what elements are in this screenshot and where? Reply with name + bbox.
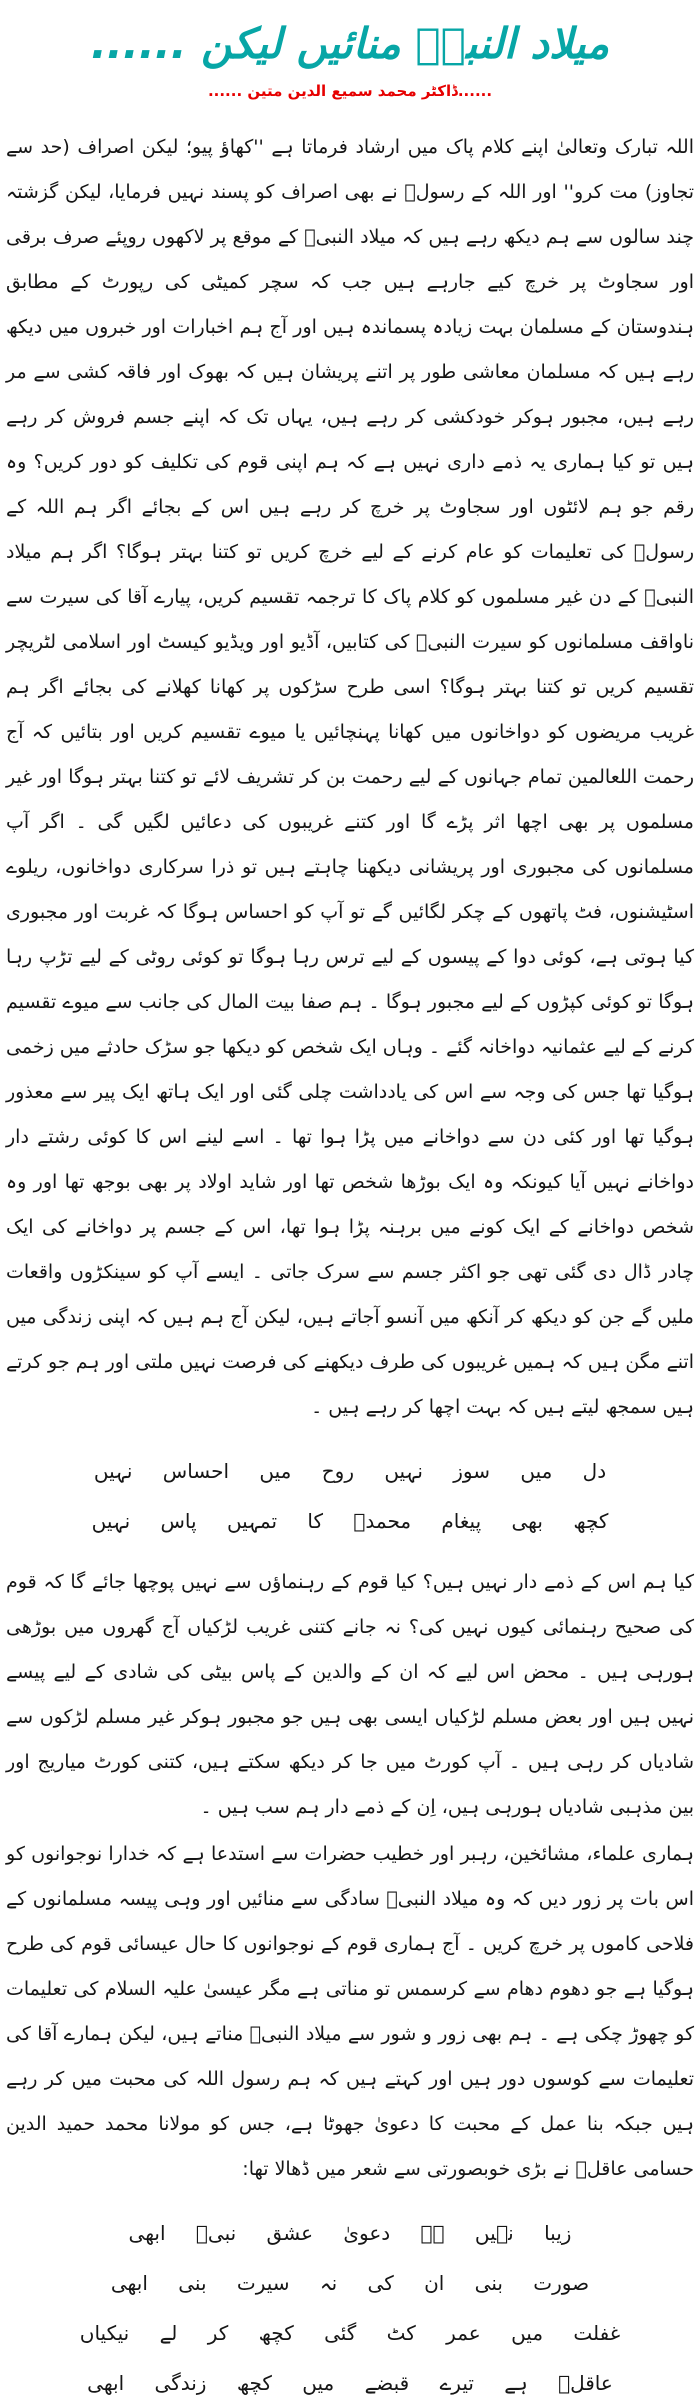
couplet-line-2: کچھ بھی پیغام محمدؐ کا تمہیں پاس نہیں: [91, 1509, 609, 1534]
couplet-line-1: دل میں سوز نہیں روح میں احساس نہیں: [93, 1459, 607, 1484]
poem-line-2: صورت بنی ان کی نہ سیرت بنی ابھی: [110, 2271, 590, 2296]
author-byline: ......ڈاکٹر محمد سمیع الدین متین ......: [207, 82, 493, 101]
poem-line-1: زیبا نہیں ہے دعویٰ عشق نبیؐ ابھی: [128, 2221, 572, 2246]
paragraph-intro: اللہ تبارک وتعالیٰ اپنے کلام پاک میں ارشاد فرماتا ہے ''کھاؤ پیو؛ لیکن اصراف (حد سے تجاوز) مت کرو'' اور اللہ کے رسولؐ نے بھی اصراف کو پسند نہیں فرمایا، لیکن گزشتہ چند سالوں سے ہم دیکھ رہے ہیں کہ میلاد النبیؐ کے موقع پر لاکھوں روپئے صرف برقی اور سجاوٹ پر خرچ کیے جارہے ہیں جب کہ سچر کمیٹی کی رپورٹ کے مطابق ہندوستان کے مسلمان بہت زیادہ پسماندہ ہیں اور آج ہم اخبارات اور خبروں میں دیکھ رہے ہیں کہ مسلمان معاشی طور پر اتنے پریشان ہیں کہ بھوک اور فاقہ کشی سے مر رہے ہیں، مجبور ہوکر خودکشی کر رہے ہیں، یہاں تک کہ اپنے جسم فروش کر رہے ہیں تو کیا ہماری یہ ذمے داری نہیں ہے کہ ہم اپنی قوم کی تکلیف کو دور کریں؟ وہ رقم جو ہم لائٹوں اور سجاوٹ پر خرچ کر رہے ہیں اس کے بجائے اگر ہم اللہ کے رسولؐ کی تعلیمات کو عام کرنے کے لیے خرچ کریں تو کتنا بہتر ہوگا؟ اگر ہم میلاد النبیؐ کے دن غیر مسلموں کو کلام پاک کا ترجمہ تقسیم کریں، پیارے آقا کی سیرت سے ناواقف مسلمانوں کو سیرت النبیؐ کی کتابیں، آڈیو اور ویڈیو کیسٹ اور اسلامی لٹریچر تقسیم کریں تو کتنا بہتر ہوگا؟ اسی طرح سڑکوں پر کھانا کھلانے کی بجائے اگر ہم غریب مریضوں کو دواخانوں میں کھانا پہنچائیں یا میوے تقسیم کریں اور بتائیں کہ آج رحمت اللعالمین تمام جہانوں کے لیے رحمت بن کر تشریف لائے تو کتنا بہتر ہوگا اور غیر مسلموں پر بھی اچھا اثر پڑے گا اور کتنے غریبوں کی دعائیں لگیں گی ۔ اگر آپ مسلمانوں کی مجبوری اور پریشانی دیکھنا چاہتے ہیں تو ذرا سرکاری دواخانوں، ریلوے اسٹیشنوں، فٹ پاتھوں کے چکر لگائیں گے تو آپ کو احساس ہوگا کہ غربت اور مجبوری کیا ہوتی ہے، کوئی دوا کے پیسوں کے لیے ترس رہا ہوگا تو کوئی روٹی کے لیے تڑپ رہا ہوگا تو کوئی کپڑوں کے لیے مجبور ہوگا ۔ ہم صفا بیت المال کی جانب سے میوے تقسیم کرنے کے لیے عثمانیہ دواخانہ گئے ۔ وہاں ایک شخص کو دیکھا جو سڑک حادثے میں زخمی ہوگیا تھا جس کی وجہ سے اس کی یادداشت چلی گئی اور ایک ہاتھ ایک پیر سے معذور ہوگیا تھا اور کئی دن سے دواخانے میں پڑا ہوا تھا ۔ اسے لینے اس کا کوئی رشتے دار دواخانے نہیں آیا کیونکہ وہ ایک بوڑھا شخص تھا اور شاید اولاد پر بھی بوجھ تھا اور وہ شخص دواخانے کے ایک کونے میں برہنہ پڑا ہوا تھا، اس کے جسم پر دواخانے کی ایک چادر ڈال دی گئی تھی جو اکثر جسم سے سرک جاتی ۔ ایسے آپ کو سینکڑوں واقعات ملیں گے جن کو دیکھ کر آنکھ میں آنسو آجاتے ہیں، لیکن آج ہم ہیں کہ اپنی زندگی میں اتنے مگن ہیں کہ ہمیں غریبوں کی طرف دیکھنے کی فرصت نہیں ملتی اور ہم جو کرتے ہیں سمجھ لیتے ہیں کہ بہت اچھا کر رہے ہیں ۔: [6, 136, 694, 1419]
poem-line-3: غفلت میں عمر کٹ گئی کچھ کر لے نیکیاں: [79, 2321, 621, 2346]
paragraph-responsibility: کیا ہم اس کے ذمے دار نہیں ہیں؟ کیا قوم کے رہنماؤں سے نہیں پوچھا جائے گا کہ قوم کی صحیح رہنمائی کیوں نہیں کی؟ نہ جانے کتنی غریب لڑکیاں آج گھروں میں بوڑھی ہورہی ہیں ۔ محض اس لیے کہ ان کے والدین کے پاس بیٹی کی شادی کے لیے پیسے نہیں ہیں اور بعض مسلم لڑکیاں ایسی بھی ہیں جو مجبور ہوکر غیر مسلم لڑکوں سے شادیاں کر رہی ہیں ۔ آپ کورٹ میں جا کر دیکھ سکتے ہیں، کتنی کورٹ میاریج اور بین مذہبی شادیاں ہورہی ہیں، اِن کے ذمے دار ہم سب ہیں ۔: [6, 1571, 694, 1819]
article-title: میلاد النبیؐ منائیں لیکن ......: [90, 19, 610, 68]
closing-poem-block: [6, 2208, 694, 2408]
paragraph-appeal: ہماری علماء، مشائخین، رہبر اور خطیب حضرات سے استدعا ہے کہ خدارا نوجوانوں کو اس بات پر زور دیں کہ وہ میلاد النبیؐ سادگی سے منائیں اور وہی پیسہ مسلمانوں کے فلاحی کاموں پر خرچ کریں ۔ آج ہماری قوم کے نوجوانوں کا حال عیسائی قوم کی طرح ہوگیا ہے جو دھوم دھام سے کرسمس تو مناتی ہے مگر عیسیٰ علیہ السلام کی تعلیمات کو چھوڑ چکی ہے ۔ ہم بھی زور و شور سے میلاد النبیؐ مناتے ہیں، لیکن ہمارے آقا کی تعلیمات سے کوسوں دور ہیں اور کہتے ہیں کہ ہم رسول اللہ کی محبت میں کر رہے ہیں جبکہ بنا عمل کے محبت کا دعویٰ جھوٹا ہے، جس کو مولانا محمد حمید الدین حسامی عاقلؔ نے بڑی خوبصورتی سے شعر میں ڈھالا تھا:: [6, 1843, 694, 2181]
poem-line-4: عاقلؔ ہے تیرے قبضے میں کچھ زندگی ابھی: [87, 2371, 613, 2396]
couplet-block: [6, 1446, 694, 1546]
